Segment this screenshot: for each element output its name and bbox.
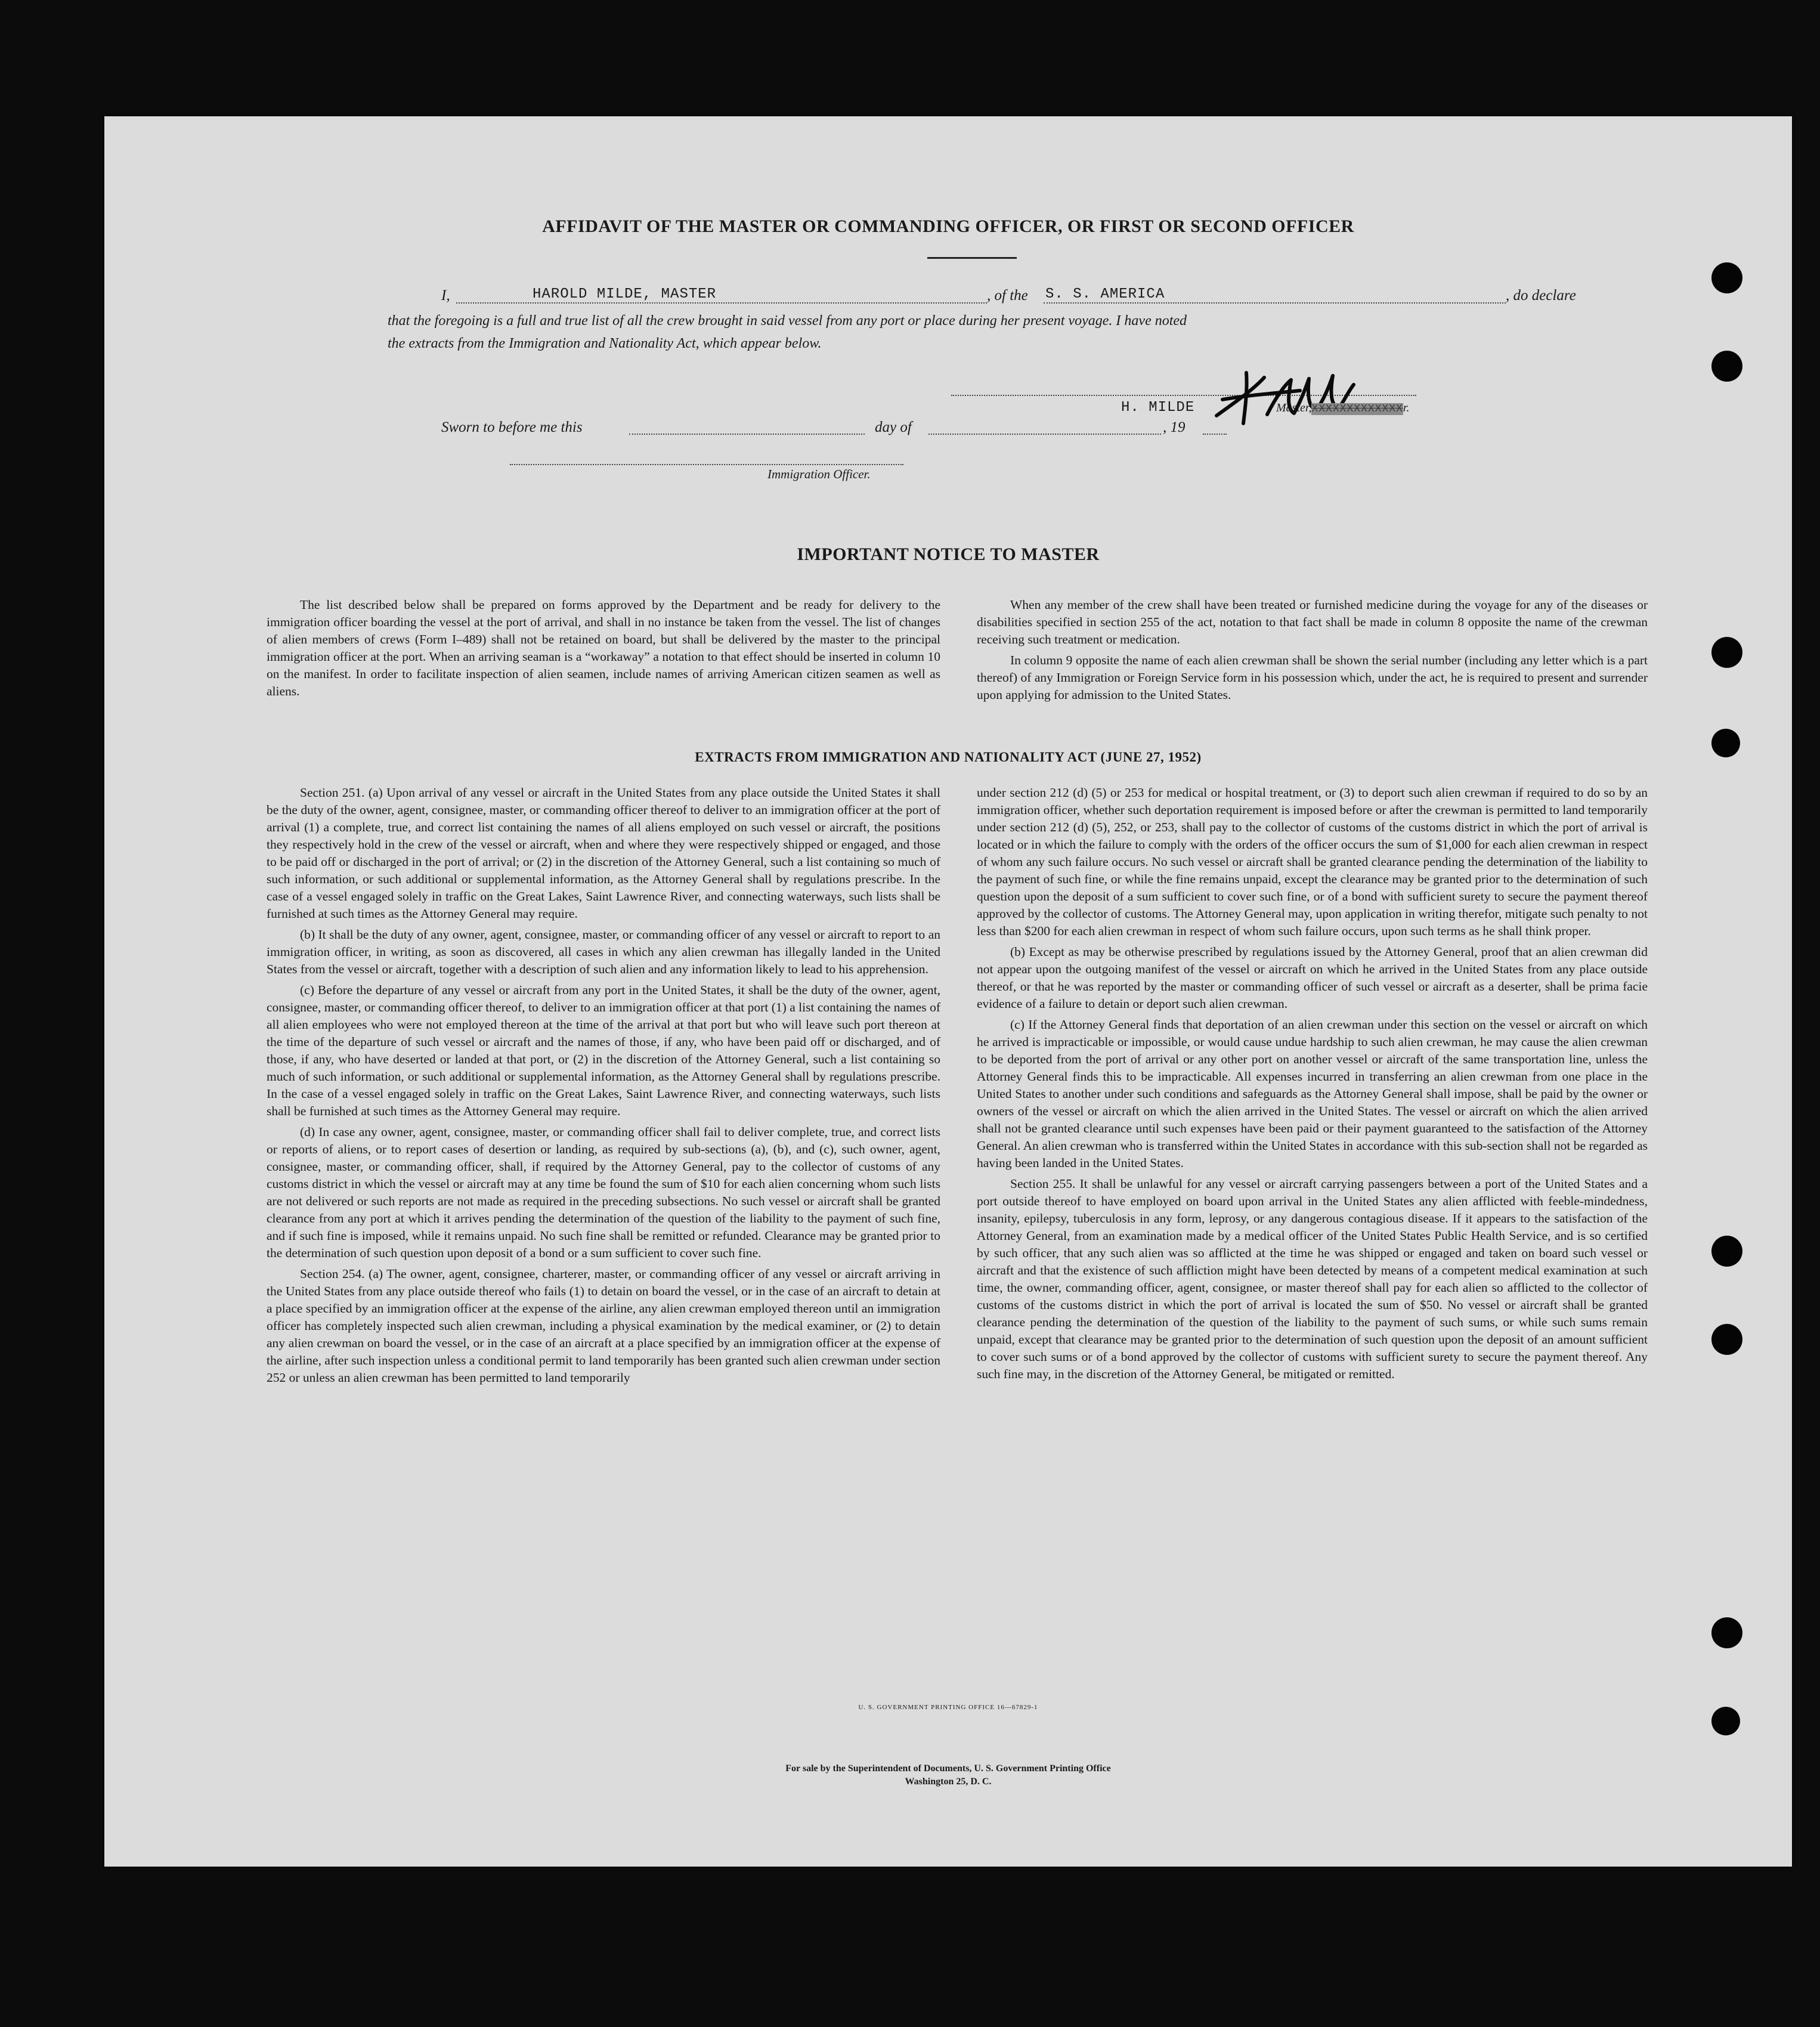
vessel-dotline (1044, 302, 1506, 304)
signer-name: H. MILDE (1121, 400, 1195, 416)
sale-note (104, 1762, 1792, 1788)
section-251-b: (b) It shall be the duty of any owner, agent, consignee, master, or commanding officer of any vessel or aircraft to report to an immigration officer, in writing, as soon as discovered, all cases in which any alien crewman has illegally landed in the United States from the vessel or aircraft, together with a description of such alien and any information likely to lead to his apprehension. (267, 927, 940, 976)
punch-hole (1711, 1324, 1742, 1355)
handwritten-signature (1211, 367, 1366, 432)
year-label: , 19 (1163, 419, 1186, 435)
notice-title: IMPORTANT NOTICE TO MASTER (797, 544, 1100, 564)
gpo-print-code: U. S. GOVERNMENT PRINTING OFFICE 16—67829-1 (858, 1704, 1038, 1711)
year-dotline (1203, 434, 1227, 435)
punch-hole (1711, 1236, 1742, 1267)
punch-hole (1711, 351, 1742, 382)
officer-label: Immigration Officer. (767, 467, 871, 481)
title-divider (927, 257, 1017, 259)
sale-line-2: Washington 25, D. C. (905, 1777, 992, 1787)
master-suffix: r. (1403, 401, 1410, 414)
master-label (1276, 401, 1409, 415)
document-sheet (104, 116, 1792, 1867)
struck-title: XXXXXXXXXXXXX (1311, 403, 1403, 415)
punch-hole (1711, 262, 1742, 293)
i-label: I, (441, 287, 450, 304)
section-251-d: (d) In case any owner, agent, consignee, master, or commanding officer shall fail to deliver complete, true, and correct lists or reports of aliens, or to report cases of desertion or landing, as required by sub-sections (a), (b), and (c), such owner, agent, consignee, master, or commanding officer, shall, if required by the Attorney General, pay to the collector of customs of any customs district in which the vessel or aircraft may at any time be found the sum of $10 for each alien concerning whom such lists are not delivered or such reports are not made as required in the preceding subsections. No such vessel or aircraft shall be granted clearance from any port at which it arrives pending the determination of the question of the liability to the payment of such fine, and if such fine is imposed, while it remains unpaid. No such fine shall be remitted or refunded. Clearance may be granted prior to the determination of such question upon deposit of a bond or a sum sufficient to cover such fine. (267, 1125, 940, 1260)
notice-right-paragraph-1: When any member of the crew shall have been treated or furnished medicine during the voyage for any of the diseases or disabilities specified in section 255 of the act, notation to that fact shall be made in column 8 opposite the name of the crewman receiving such treatment or medication. (977, 598, 1648, 646)
declaration-line-2: the extracts from the Immigration and Nationality Act, which appear below. (388, 336, 822, 351)
section-251-c: (c) Before the departure of any vessel or aircraft from any port in the United States, it shall be the duty of the owner, agent, consignee, master, or commanding officer thereof, to deliver to an immigration officer at that port (1) a list containing the names of all alien employees who were not employed thereon at the time of the arrival at that port but who will leave such port thereon at the time of the departure of such vessel or aircraft and the names of those, if any, who have been paid off or discharged, and of those, if any, who have deserted or landed at that port, or (2) in the discretion of the Attorney General, such a list containing so much of such information, or such additional or supplemental information, as the Attorney General shall by regulations prescribe. In the case of a vessel engaged solely in traffic on the Great Lakes, Saint Lawrence River, and connecting waterways, such lists shall be furnished at such times as the Attorney General may require. (267, 983, 940, 1118)
section-255: Section 255. It shall be unlawful for any vessel or aircraft carrying passengers between a port of the United States and a port outside thereof to have employed on board upon arrival in the United States any alien afflicted with feeble-mindedness, insanity, epilepsy, tuberculosis in any form, leprosy, or any dangerous contagious disease. If it appears to the satisfaction of the Attorney General, from an examination made by a medical officer of the United States Public Health Service, and is so certified by such officer, that any such alien was so afflicted at the time he was shipped or engaged and taken on board such vessel or aircraft and that the existence of such affliction might have been detected by means of a competent medical examination at such time, the owner, commanding officer, agent, consignee, or master thereof shall pay for each alien so afflicted to the collector of customs of the customs district in which the port of arrival is located the sum of $50. No vessel or aircraft shall be granted clearance pending the determination of the question of the liability to the payment of such sums, or while such sums remain unpaid, except that clearance may be granted prior to the determination of such question upon the deposit of an amount sufficient to cover such sums or of a bond approved by the collector of customs with sufficient surety to secure the payment thereof. Any such fine may, in the discretion of the Attorney General, be mitigated or remitted. (977, 1177, 1648, 1381)
do-declare-label: , do declare (1506, 287, 1576, 304)
section-254-a-continued: under section 212 (d) (5) or 253 for medical or hospital treatment, or (3) to deport such alien crewman if required to do so by an immigration officer, whether such deportation requirement is imposed before or after the crewman is permitted to land temporarily under section 212 (d) (5), 252, or 253, shall pay to the collector of customs of the customs district in which the port of arrival is located or in which the failure to comply with the orders of the officer occurs the sum of $1,000 for each alien crewman in respect of whom any such failure occurs. No such vessel or aircraft shall be granted clearance pending the determination of the liability to the payment of such fine, or while the fine remains unpaid, except the clearance may be granted prior to the determination of such question upon the deposit of a sum sufficient to cover such fine, or of a bond with sufficient surety to secure the payment thereof approved by the collector of customs. The Attorney General may, upon application in writing therefor, mitigate such penalty to not less than $200 for each alien crewman in respect of whom such failure occurs, upon such terms as he shall think proper. (977, 785, 1648, 938)
sworn-label: Sworn to before me this (441, 419, 583, 435)
section-251-a: Section 251. (a) Upon arrival of any vessel or aircraft in the United States from any place outside the United States it shall be the duty of the owner, agent, consignee, master, or commanding officer thereof to deliver to an immigration officer at the port of arrival (1) a complete, true, and correct list containing the names of all aliens employed on such vessel or aircraft, the positions they respectively hold in the crew of the vessel or aircraft, when and where they were respectively shipped or engaged, and those to be paid off or discharged in the port of arrival; or (2) in the discretion of the Attorney General, such a list containing so much of such information, or such additional or supplemental information, as the Attorney General shall by regulations prescribe. In the case of a vessel engaged solely in traffic on the Great Lakes, Saint Lawrence River, and connecting waterways, such lists shall be furnished at such times as the Attorney General may require. (267, 785, 940, 921)
name-field: HAROLD MILDE, MASTER (533, 286, 717, 302)
punch-hole (1711, 1707, 1740, 1735)
section-254-a: Section 254. (a) The owner, agent, consignee, charterer, master, or commanding officer of any vessel or aircraft arriving in the United States from any place outside thereof who fails (1) to detain on board the vessel, or in the case of an aircraft to detain at a place specified by an immigration officer at the expense of the airline, any alien crewman employed thereon until an immigration officer has completely inspected such alien crewman, including a physical examination by the medical examiner, or (2) to detain any alien crewman on board the vessel, or in the case of an aircraft at a place specified by an immigration officer at the expense of the airline, after such inspection unless a conditional permit to land temporarily has been granted such alien crewman under section 252 or unless an alien crewman has been permitted to land temporarily (267, 1267, 940, 1385)
sworn-dotline (629, 434, 865, 435)
day-of-label: day of (875, 419, 912, 435)
notice-left-column (267, 596, 940, 704)
name-dotline (456, 302, 987, 304)
declaration-line-1: that the foregoing is a full and true list of all the crew brought in said vessel from any port or place during her present voyage. I have noted (388, 313, 1187, 329)
sale-line-1: For sale by the Superintendent of Documents, U. S. Government Printing Office (785, 1763, 1111, 1774)
month-dotline (928, 434, 1161, 435)
punch-hole (1711, 729, 1740, 757)
punch-hole (1711, 1617, 1742, 1648)
extracts-right-column (977, 784, 1648, 1387)
punch-hole (1711, 637, 1742, 668)
extracts-left-column (267, 784, 940, 1390)
notice-right-paragraph-2: In column 9 opposite the name of each alien crewman shall be shown the serial number (including any letter which is a part thereof) of any Immigration or Foreign Service form in his possession which, under the act, he is required to present and surrender upon applying for admission to the United States. (977, 653, 1648, 702)
section-254-b: (b) Except as may be otherwise prescribed by regulations issued by the Attorney General, proof that an alien crewman did not appear upon the outgoing manifest of the vessel or aircraft on which he arrived in the United States from any place outside thereof, or that he was reported by the master or commanding officer of such vessel or aircraft as a deserter, shall be prima facie evidence of a failure to detain or deport such alien crewman. (977, 945, 1648, 1011)
notice-left-paragraph: The list described below shall be prepared on forms approved by the Department and be ready for delivery to the immigration officer boarding the vessel at the port of arrival, and shall in no instance be taken from the vessel. The list of changes of alien members of crews (Form I–489) shall not be retained on board, but shall be delivered by the master to the principal immigration officer at the port. When an arriving seaman is a “workaway” a notation to that effect should be inserted in column 10 on the manifest. In order to facilitate inspection of alien seamen, include names of arriving American citizen seamen as well as aliens. (267, 598, 940, 698)
officer-dotline (510, 464, 903, 465)
extracts-title: EXTRACTS FROM IMMIGRATION AND NATIONALITY ACT (JUNE 27, 1952) (695, 750, 1202, 765)
of-the-label: , of the (987, 287, 1028, 304)
section-254-c: (c) If the Attorney General finds that deportation of an alien crewman under this section on the vessel or aircraft on which he arrived is impracticable or impossible, or would cause undue hardship to such alien crewman, he may cause the alien crewman to be deported from the port of arrival or any other port on another vessel or aircraft of the same transportation line, unless the Attorney General finds this to be impracticable. All expenses incurred in transferring an alien crewman from one place in the United States to another under such conditions and safeguards as the Attorney General shall impose, shall be paid by the owner or owners of the vessel or aircraft on which the alien arrived in the United States. The vessel or aircraft on which the alien arrived shall not be granted clearance until such expenses have been paid or their payment guaranteed to the satisfaction of the Attorney General. An alien crewman who is transferred within the United States in accordance with this sub-section shall not be regarded as having been landed in the United States. (977, 1017, 1648, 1170)
notice-right-column (977, 596, 1648, 707)
affidavit-title: AFFIDAVIT OF THE MASTER OR COMMANDING OFFICER, OR FIRST OR SECOND OFFICER (542, 216, 1354, 236)
master-label-text: Master, (1276, 401, 1312, 414)
vessel-field: S. S. AMERICA (1045, 286, 1165, 302)
